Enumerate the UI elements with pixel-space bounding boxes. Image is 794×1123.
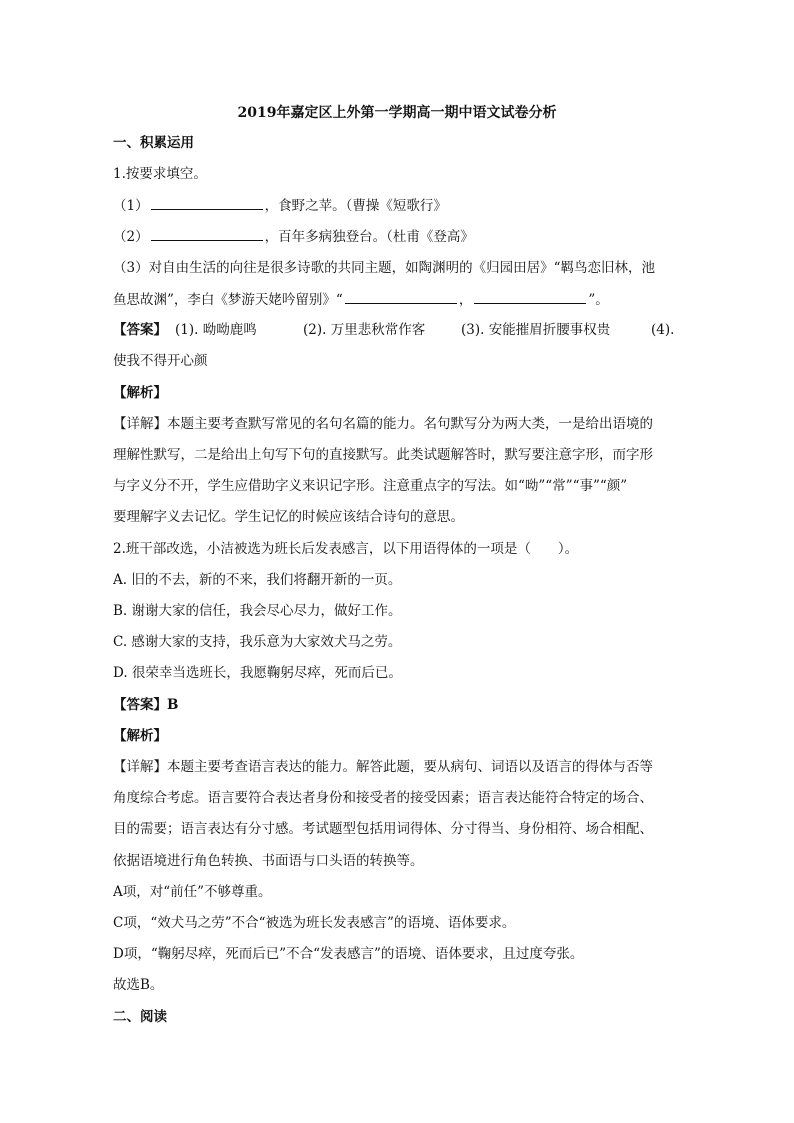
- q1-answer-line2: 使我不得开心颜: [113, 353, 208, 369]
- q1-answer: [113, 320, 681, 340]
- q1-part2-text: ，百年多病独登台。（杜甫《登高》: [264, 229, 474, 245]
- blank-line: [151, 195, 263, 210]
- q1-part1: [113, 195, 681, 216]
- blank-line: [474, 289, 586, 304]
- q2-option-a: A. 旧的不去，新的不来，我们将翻开新的一页。: [113, 572, 402, 588]
- q1-part3-text-a: 鱼思故渊”，李白《梦游天姥吟留别》“: [113, 292, 343, 308]
- q2-option-c: C. 感谢大家的支持，我乐意为大家效犬马之劳。: [113, 634, 402, 650]
- q2-option-d: D. 很荣幸当选班长，我愿鞠躬尽瘁，死而后已。: [113, 665, 402, 681]
- q1-analysis-label: 【解析】: [113, 385, 167, 401]
- blank-line: [151, 226, 263, 241]
- section-heading-1: 一、积累运用: [113, 135, 194, 151]
- q1-detail-line: 理解性默写，二是给出上句写下句的直接默写。此类试题解答时，默写要注意字形，而字形: [113, 447, 653, 463]
- answer-label: 【答案】: [113, 322, 167, 338]
- q1-part3-line1: （3）对自由生活的向往是很多诗歌的共同主题，如陶渊明的《归园田居》“羁鸟恋旧林，池: [113, 260, 655, 276]
- q2-detail-line: 角度综合考虑。语言要符合表达者身份和接受者的接受因素；语言表达能符合特定的场合、: [113, 790, 653, 806]
- q2-detail-line: 目的需要；语言表达有分寸感。考试题型包括用词得体、分寸得当、身份相符、场合相配、: [113, 821, 653, 837]
- q2-note-d: D项，“鞠躬尽瘁，死而后已”不合“发表感言”的语境、语体要求，且过度夸张。: [113, 946, 584, 962]
- q2-note-c: C项，“效犬马之劳”不合“被选为班长发表感言”的语境、语体要求。: [113, 915, 516, 931]
- answer-item-2: (2). 万里悲秋常作客: [303, 322, 426, 338]
- answer-item-1: (1). 呦呦鹿鸣: [175, 322, 257, 338]
- q1-part2-num: （2）: [113, 229, 149, 245]
- q2-detail-line: 依据语境进行角色转换、书面语与口头语的转换等。: [113, 853, 424, 869]
- section-heading-2: 二、阅读: [113, 1009, 167, 1025]
- q2-option-b: B. 谢谢大家的信任，我会尽心尽力，做好工作。: [113, 603, 402, 619]
- q1-stem: 1.按要求填空。: [113, 166, 207, 182]
- q2-stem: 2.班干部改选，小洁被选为班长后发表感言，以下用语得体的一项是（ ）。: [113, 541, 579, 557]
- answer-item-3: (3). 安能摧眉折腰事权贵: [461, 322, 611, 338]
- q1-part2: [113, 226, 681, 247]
- q2-analysis-label: 【解析】: [113, 728, 167, 744]
- q2-conclusion: 故选B。: [113, 977, 164, 993]
- q1-part3-text-c: ”。: [588, 292, 609, 308]
- q1-part1-text: ，食野之苹。（曹操《短歌行》: [264, 198, 447, 214]
- answer-item-4: (4).: [651, 322, 675, 338]
- q1-detail-line: 【详解】本题主要考查默写常见的名句名篇的能力。名句默写分为两大类，一是给出语境的: [113, 416, 653, 432]
- q2-detail-line: 【详解】本题主要考查语言表达的能力。解答此题，要从病句、词语以及语言的得体与否等: [113, 759, 653, 775]
- document-title: 2019年嘉定区上外第一学期高一期中语文试卷分析: [237, 105, 557, 121]
- q1-detail-line: 与字义分不开，学生应借助字义来识记字形。注意重点字的写法。如“呦”“常”“事”“颜”: [113, 478, 628, 494]
- q2-answer: 【答案】B: [113, 697, 179, 713]
- q1-part3-line2: [113, 289, 681, 310]
- blank-line: [345, 289, 457, 304]
- q1-part3-text-b: ，: [458, 292, 473, 308]
- q2-note-a: A项，对“前任”不够尊重。: [113, 884, 272, 900]
- q1-detail-line: 要理解字义去记忆。学生记忆的时候应该结合诗句的意思。: [113, 509, 464, 525]
- q1-part1-num: （1）: [113, 198, 149, 214]
